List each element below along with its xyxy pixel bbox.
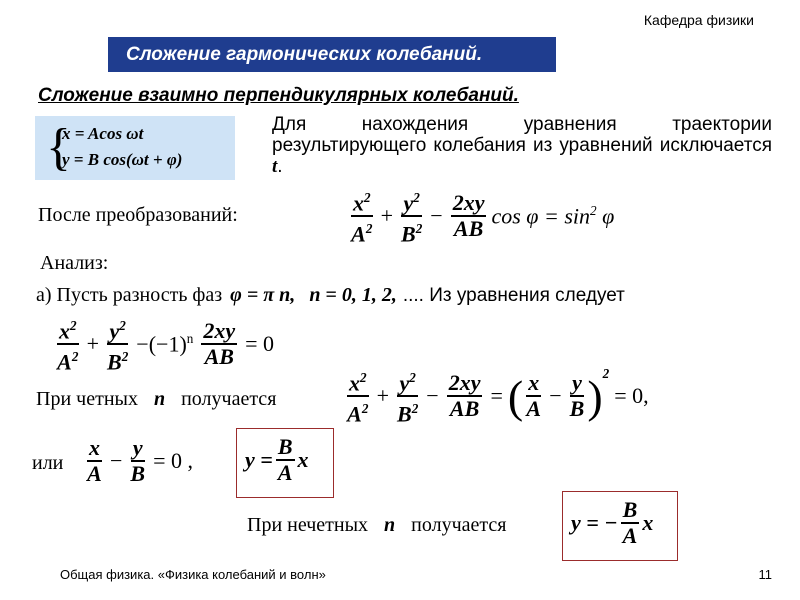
odd-n: n bbox=[384, 514, 396, 536]
slide-title: Сложение гармонических колебаний. bbox=[126, 43, 483, 65]
slide-title-banner bbox=[108, 37, 556, 72]
equation-y: y = B cos(ωt + φ) bbox=[62, 150, 183, 169]
case-a-suffix: .... Из уравнения следует bbox=[402, 285, 625, 306]
or-label: или bbox=[32, 452, 64, 474]
even-n: n bbox=[153, 388, 166, 410]
system-brace: { bbox=[46, 119, 71, 176]
equation-x: x = Acos ωt bbox=[62, 124, 144, 143]
phase-equation: φ = π n, bbox=[230, 284, 296, 306]
n-values: n = 0, 1, 2, bbox=[309, 284, 397, 306]
case-a-prefix: а) Пусть разность фаз bbox=[36, 284, 223, 306]
odd-label-before: При нечетных bbox=[247, 514, 369, 536]
even-result-equation: y = $\frac{B}{A}$ x bbox=[245, 434, 309, 485]
general-trajectory-equation: $\frac{x^2}{A^2}$ + $\frac{y^2}{B^2}$ − $\frac{2xy}{AB}$ $\cos \varphi = \sin^2 \varphi$ bbox=[348, 186, 614, 247]
intro-paragraph bbox=[272, 114, 772, 177]
even-case-line bbox=[36, 388, 276, 411]
even-equation: $\frac{x^2}{A^2}$ + $\frac{y^2}{B^2}$ − $\frac{2xy}{AB}$ = ( $\frac{x}{A}$ − $\frac{y}{B}$ ) $^2$ = 0, bbox=[347, 366, 649, 427]
odd-result-box bbox=[562, 491, 678, 561]
case-a-equation: $\frac{x^2}{A^2}$ + $\frac{y^2}{B^2}$ $-(-1)^n$ $\frac{2xy}{AB}$ = 0 bbox=[54, 314, 279, 375]
even-label-after: получается bbox=[181, 388, 277, 410]
odd-case-line bbox=[247, 514, 506, 537]
case-a-line bbox=[36, 284, 625, 307]
even-label-before: При четных bbox=[36, 388, 138, 410]
intro-variable-t: t bbox=[272, 156, 278, 177]
footer-course: Общая физика. «Физика колебаний и волн» bbox=[60, 567, 326, 582]
even-simplified-equation: $\frac{x}{A}$ − $\frac{y}{B}$ = 0 , bbox=[87, 435, 194, 486]
page-number: 11 bbox=[758, 567, 772, 582]
section-subtitle: Сложение взаимно перпендикулярных колебаний. bbox=[38, 85, 519, 106]
even-result-box bbox=[236, 428, 334, 498]
odd-label-after: получается bbox=[411, 514, 507, 536]
intro-end: . bbox=[277, 156, 283, 177]
analysis-label: Анализ: bbox=[40, 252, 109, 274]
after-transform-label: После преобразований: bbox=[38, 204, 238, 226]
intro-text: Для нахождения уравнения траектории результирующего колебания из уравнений исключается bbox=[272, 114, 772, 156]
odd-result-equation: y = − $\frac{B}{A}$ x bbox=[571, 497, 654, 548]
department-label: Кафедра физики bbox=[643, 12, 754, 28]
